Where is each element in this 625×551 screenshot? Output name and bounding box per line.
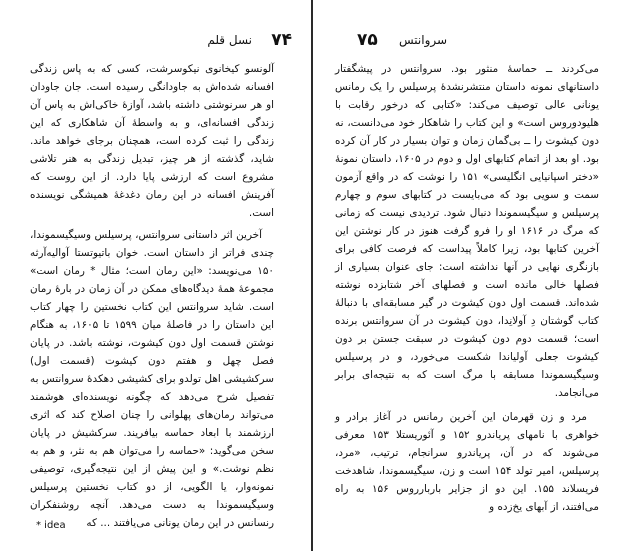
left-running-head: نسل قلم xyxy=(207,33,252,47)
left-page-number: ۷۴ xyxy=(271,30,292,50)
right-page-body xyxy=(335,60,599,516)
left-page-header xyxy=(26,30,292,54)
right-page xyxy=(313,0,625,551)
right-paragraph-1: می‌کردند ــ حماسهٔ منثور بود. سروانتس در پیشگفتار داستانهای نمونه داستان منتشرنشدهٔ پرسیلس را یک رمانس یونانی عالی توصیف می‌کند: «کتابی که درخور رقابت با هلیودوروس است» و این کتاب را شاهکار خود می‌دانست، نه دون کیشوت را ــ بی‌گمان زمان و توان بسیار در کار آن کرده بود. او بعد از اتمام کتابهای اول و دوم در ۱۶۰۵، داستان نمونهٔ «دختر اسپانیایی انگلیسی» ۱۵۱ را نوشت که در واقع آزمون سمت و سویی بود که می‌بایست در کتابهای سوم و چهارم پرسیلس و سیگیسموندا دنبال شود. تردیدی نیست که زمانی که مرگ در ۱۶۱۶ او را فرو گرفت هنوز در کار نوشتن این آخرین کتابها بود، زیرا کاملاً پیداست که فرصت کافی برای بازنگری نهایی در آنها نداشته است: جای عنوان بسیاری از فصلها خالی مانده است و فصلهای آخر شتابزده نوشته شده‌اند. قسمت اول دون کیشوت در گیر مسابقه‌ای با دنبالهٔ کتاب گوشتان دِ آولانِدا، دون کیشوت در آن سروانتس برنده است؛ قسمت دوم دون کیشوت در سبقت جستن بر دون کیشوت جعلی آولیاندا شکست می‌خورد، و در پرسیلس وسیگیسموندا مسابقه با مرگ است که به نتیجه‌ای برابر می‌انجامد. xyxy=(335,63,600,399)
left-page xyxy=(0,0,312,551)
right-page-header xyxy=(335,30,595,54)
right-page-number: ۷۵ xyxy=(357,30,378,50)
footnote: * idea xyxy=(36,520,66,531)
right-paragraph-2: مرد و زن قهرمان این آخرین رمانس در آغاز برادر و خواهری با نامهای پریاندرو ۱۵۲ و آئوریستلا ۱۵۳ معرفی می‌شوند که در آن، پریاندرو سرانجام، ترتیب، «مرد، پرسیلس، امیر تولد ۱۵۴ است و زن، سیگیسموندا، شاهدخت فریسلاند ۱۵۵. این دو از جزایر باربارروس ۱۵۶ به راه می‌افتند، از آبهای یخ‌زده و xyxy=(335,411,599,513)
left-page-body xyxy=(30,60,274,532)
left-paragraph-1: آلونسو کیخانوی نیکوسرشت، کسی که به پاس زندگی افسانه شده‌اش به جاودانگی رسیده است. جان جاودان او هر سرنوشتی داشته باشد، آوازهٔ خاکی‌اش به پاس آن زندگی افسانه‌ای، و به واسطهٔ آن شاهکاری که این زندگی را ثبت کرده است، همچنان برجای خواهد ماند. شاید، گذشته از هر چیز، تبدیل زندگی به هنر تلاشی مشروع است که ارزشی پایا دارد. از این روست که آفرینش افسانه در این رمان دغدغهٔ همیشگی نویسنده است. xyxy=(30,63,274,219)
left-paragraph-2: آخرین اثر داستانی سروانتس، پرسیلس وسیگیسموندا، چندی فراتر از داستان است. خوان باتیوتستا آوالیه‌آرثه ۱۵۰ می‌نویسد: «این رمان است؛ مثال * رمان است» مجموعهٔ همهٔ دیدگاه‌های ممکن در آن زمان در بارهٔ رمان است. شاید سروانتس این کتاب نخستین را چهار کتاب این داستان را در فاصلهٔ میان ۱۵۹۹ تا ۱۶۰۵، به هنگام نوشتن قسمت اول دون کیشوت، نوشته باشد. در پایان فصل چهل و هفتم دون کیشوت (قسمت اول) سرکشیشی اهل تولدو برای کشیشی دهکدهٔ سروانتس به تفصیل شرح می‌دهد که چگونه نویسنده‌ای هوشمند می‌تواند رمان‌های پهلوانی را چنان اصلاح کند که اثری ارزشمند با ابعاد حماسه بیافریند. سرکشیش در پایان سخن می‌گوید: «حماسه را می‌توان هم به نثر، و هم به نظم نوشت.» و این پیش از این نتیجه‌گیری، توصیفی نمونه‌وار، یا الگویی، از دو کتاب نخستین پرسیلس وسیگیسموندا به دست می‌دهد. آنچه روشنفکران رنسانس در این رمان یونانی می‌یافتند ... که xyxy=(30,229,275,529)
right-running-head: سروانتس xyxy=(399,33,448,47)
